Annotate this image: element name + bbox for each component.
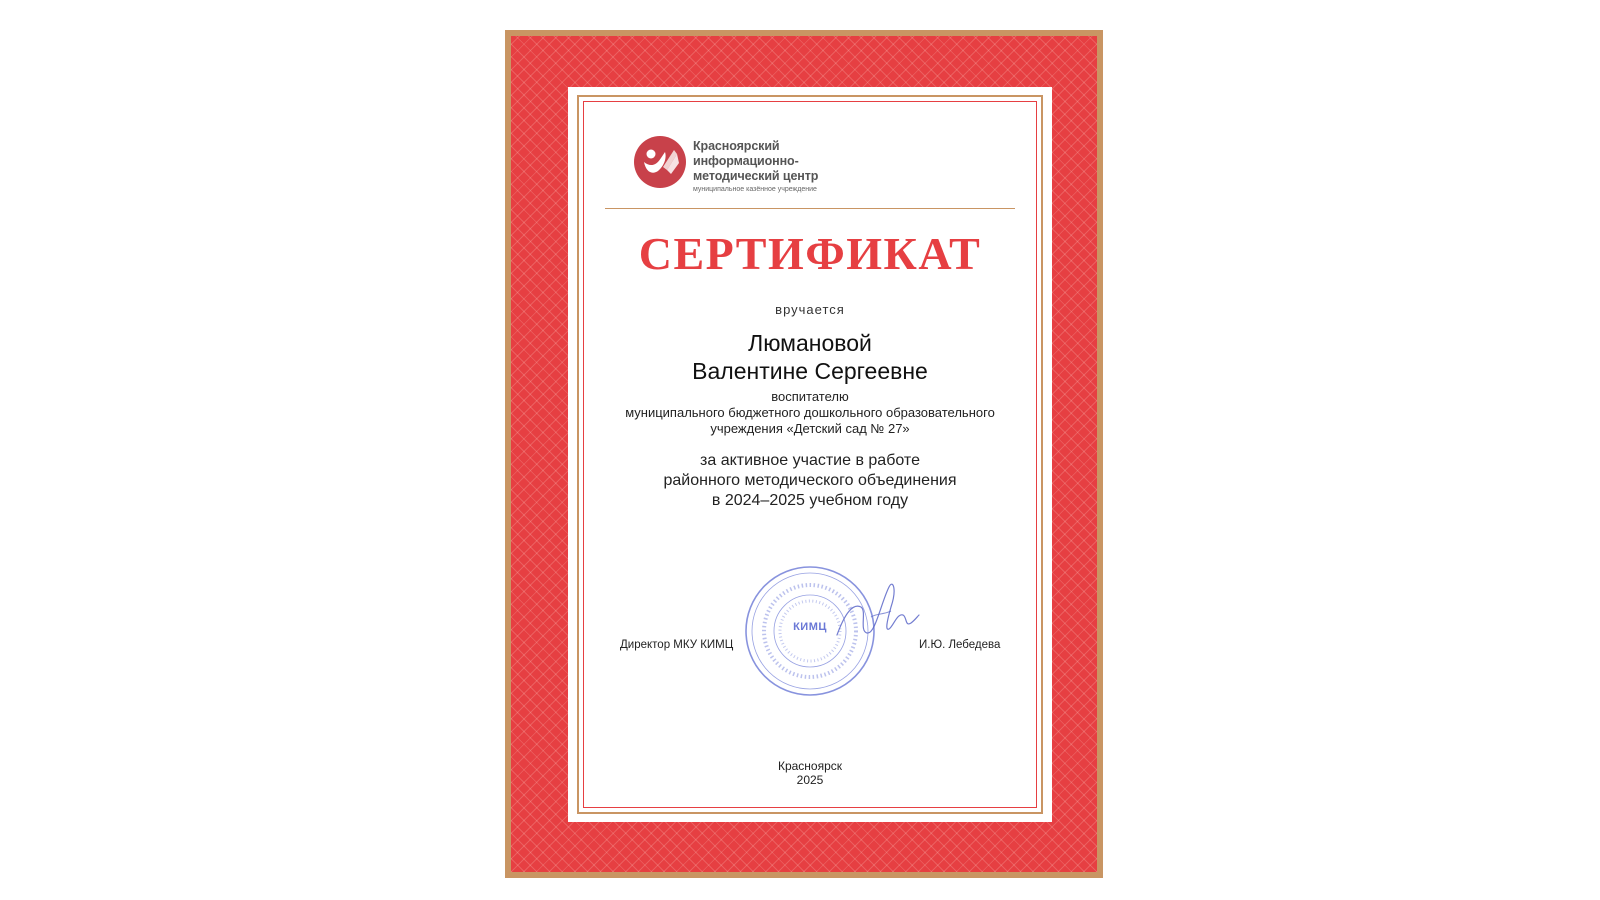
awarded-label: вручается bbox=[775, 302, 845, 317]
signer-title: Директор МКУ КИМЦ bbox=[620, 639, 734, 651]
recipient-position bbox=[568, 389, 1052, 437]
logo-mark-icon bbox=[634, 136, 686, 188]
recipient-surname: Люмановой bbox=[748, 330, 872, 356]
signature-icon bbox=[831, 573, 921, 663]
certificate-title: СЕРТИФИКАТ bbox=[638, 228, 982, 279]
logo-text bbox=[693, 139, 818, 194]
issue-year: 2025 bbox=[796, 773, 824, 787]
recipient-name bbox=[568, 329, 1052, 385]
reason-line-1: за активное участие в работе bbox=[700, 452, 920, 469]
reason-line-2: районного методического объединения bbox=[663, 472, 957, 489]
issue-place-date bbox=[568, 759, 1052, 787]
certificate-border bbox=[505, 30, 1103, 878]
reason-line-3: в 2024–2025 учебном году bbox=[711, 492, 909, 509]
signer-name: И.Ю. Лебедева bbox=[919, 639, 1001, 651]
position-line-3: учреждения «Детский сад № 27» bbox=[710, 421, 910, 436]
logo-subtitle: муниципальное казённое учреждение bbox=[693, 186, 817, 193]
recipient-given-names: Валентине Сергеевне bbox=[692, 358, 928, 384]
stamp-label: КИМЦ bbox=[793, 621, 827, 633]
organization-logo bbox=[634, 136, 934, 196]
position-line-2: муниципального бюджетного дошкольного образовательного bbox=[625, 405, 995, 420]
certificate-paper bbox=[568, 87, 1052, 822]
header-divider bbox=[605, 208, 1015, 209]
logo-line-1: Красноярский bbox=[693, 139, 780, 153]
award-reason bbox=[568, 451, 1052, 511]
issue-city: Красноярск bbox=[777, 759, 843, 773]
logo-line-3: методический центр bbox=[693, 169, 819, 183]
logo-line-2: информационно- bbox=[693, 154, 799, 168]
position-line-1: воспитателю bbox=[771, 389, 849, 404]
